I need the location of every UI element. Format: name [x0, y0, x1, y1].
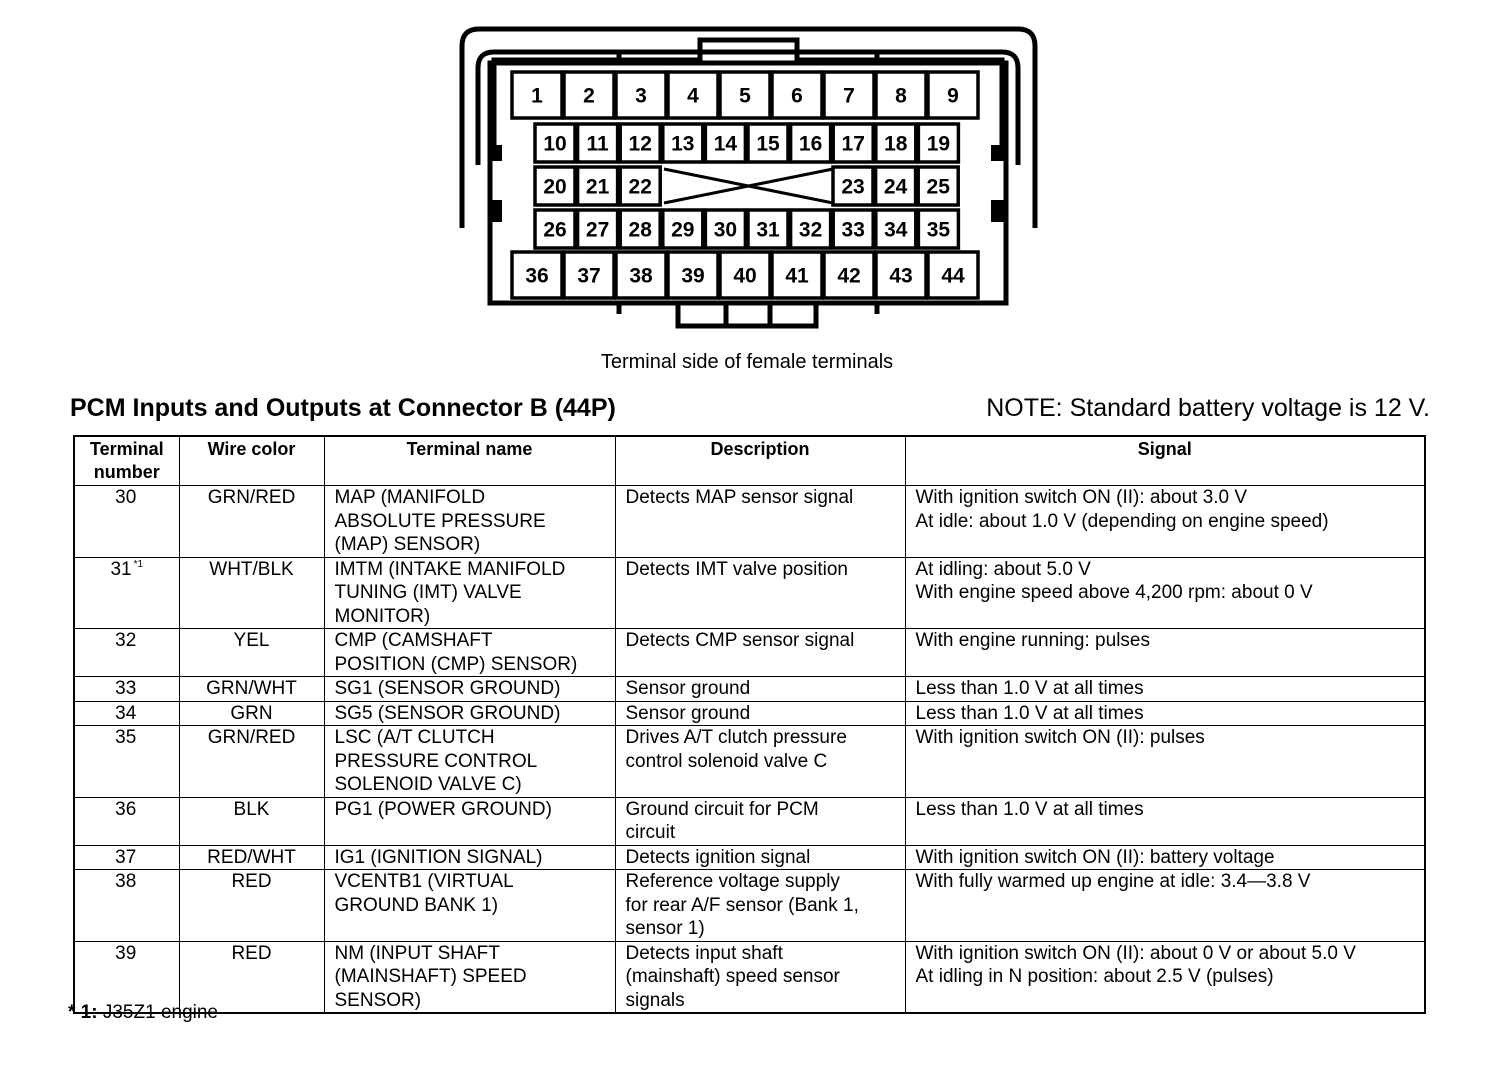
pin-label-42: 42 — [837, 264, 861, 288]
footnote — [68, 1002, 218, 1024]
description-cell: Detects CMP sensor signal — [615, 629, 905, 677]
pin-label-25: 25 — [926, 175, 950, 199]
pin-label-14: 14 — [713, 132, 738, 156]
wire-color-cell: RED — [179, 941, 324, 1013]
terminal-cell: 39 — [74, 941, 179, 1013]
pin-label-16: 16 — [798, 132, 823, 156]
terminal-name-cell: MAP (MANIFOLD ABSOLUTE PRESSURE (MAP) SENSOR) — [324, 486, 615, 558]
pin-label-38: 38 — [629, 264, 653, 288]
pcm-table — [73, 435, 1426, 1014]
table-row — [74, 629, 1425, 677]
terminal-cell: 31 $^{*1}$ — [74, 557, 179, 629]
pin-label-31: 31 — [756, 218, 780, 242]
pin-label-33: 33 — [841, 218, 865, 242]
connector-bottom-key — [678, 303, 816, 326]
description-cell: Sensor ground — [615, 677, 905, 702]
pin-label-41: 41 — [785, 264, 809, 288]
col-header-wire-color: Wire color — [179, 436, 324, 486]
table-header-row — [74, 436, 1425, 486]
table-row — [74, 870, 1425, 942]
terminal-cell: 34 — [74, 701, 179, 726]
terminal-cell: 35 — [74, 726, 179, 798]
wire-color-cell: RED/WHT — [179, 845, 324, 870]
description-cell: Detects input shaft (mainshaft) speed sensor signals — [615, 941, 905, 1013]
wire-color-cell: GRN/RED — [179, 486, 324, 558]
wire-color-cell: GRN/WHT — [179, 677, 324, 702]
pin-label-7: 7 — [843, 84, 855, 108]
pin-label-28: 28 — [628, 218, 652, 242]
description-cell: Detects IMT valve position — [615, 557, 905, 629]
terminal-name-cell: PG1 (POWER GROUND) — [324, 797, 615, 845]
pin-label-20: 20 — [543, 175, 567, 199]
col-header-terminal: Terminal number — [74, 436, 179, 486]
pin-label-12: 12 — [628, 132, 652, 156]
terminal-cell: 37 — [74, 845, 179, 870]
footnote-text: J35Z1 engine — [97, 1002, 218, 1023]
pin-label-44: 44 — [941, 264, 965, 288]
pin-label-17: 17 — [841, 132, 865, 156]
table-row — [74, 677, 1425, 702]
pin-label-19: 19 — [926, 132, 951, 156]
connector-lock-tab-left-lower — [488, 200, 502, 222]
terminal-name-cell: IG1 (IGNITION SIGNAL) — [324, 845, 615, 870]
pin-label-26: 26 — [543, 218, 567, 242]
table-row — [74, 797, 1425, 845]
pin-label-9: 9 — [947, 84, 959, 108]
signal-cell: With fully warmed up engine at idle: 3.4—3.8 V — [905, 870, 1425, 942]
terminal-cell: 33 — [74, 677, 179, 702]
page-title: PCM Inputs and Outputs at Connector B (44P) — [70, 394, 616, 422]
table-row — [74, 726, 1425, 798]
signal-cell: With ignition switch ON (II): about 0 V or about 5.0 V At idling in N position: about 2.5 V (pulses) — [905, 941, 1425, 1013]
table-row — [74, 701, 1425, 726]
pin-label-21: 21 — [585, 175, 610, 199]
signal-cell: With engine running: pulses — [905, 629, 1425, 677]
connector-lock-tab-left-upper — [488, 145, 502, 161]
pin-label-29: 29 — [671, 218, 695, 242]
terminal-name-cell: SG5 (SENSOR GROUND) — [324, 701, 615, 726]
description-cell: Ground circuit for PCM circuit — [615, 797, 905, 845]
wire-color-cell: BLK — [179, 797, 324, 845]
footnote-marker: * 1: — [68, 1002, 98, 1023]
terminal-name-cell: SG1 (SENSOR GROUND) — [324, 677, 615, 702]
voltage-note: NOTE: Standard battery voltage is 12 V. — [986, 394, 1430, 422]
terminal-name-cell: CMP (CAMSHAFT POSITION (CMP) SENSOR) — [324, 629, 615, 677]
pin-label-35: 35 — [926, 218, 951, 242]
description-cell: Detects ignition signal — [615, 845, 905, 870]
pin-label-37: 37 — [577, 264, 601, 288]
terminal-cell: 36 — [74, 797, 179, 845]
pin-label-4: 4 — [687, 84, 699, 108]
pin-label-39: 39 — [681, 264, 705, 288]
connector-lock-tab-right-upper — [991, 145, 1005, 161]
table-row — [74, 557, 1425, 629]
pin-label-3: 3 — [635, 84, 647, 108]
description-cell: Reference voltage supply for rear A/F sensor (Bank 1, sensor 1) — [615, 870, 905, 942]
table-row — [74, 845, 1425, 870]
pin-label-8: 8 — [895, 84, 907, 108]
blank-pin-area — [664, 169, 833, 203]
description-cell: Drives A/T clutch pressure control solenoid valve C — [615, 726, 905, 798]
signal-cell: With ignition switch ON (II): pulses — [905, 726, 1425, 798]
pin-label-15: 15 — [756, 132, 780, 156]
pin-label-13: 13 — [671, 132, 695, 156]
pin-label-18: 18 — [884, 132, 908, 156]
signal-cell: Less than 1.0 V at all times — [905, 701, 1425, 726]
terminal-name-cell: IMTM (INTAKE MANIFOLD TUNING (IMT) VALVE MONITOR) — [324, 557, 615, 629]
wire-color-cell: GRN/RED — [179, 726, 324, 798]
pin-label-6: 6 — [791, 84, 803, 108]
connector-diagram — [0, 0, 1504, 345]
wire-color-cell: YEL — [179, 629, 324, 677]
signal-cell: Less than 1.0 V at all times — [905, 797, 1425, 845]
pin-label-43: 43 — [889, 264, 913, 288]
pin-label-36: 36 — [525, 264, 549, 288]
pin-label-2: 2 — [583, 84, 595, 108]
pin-label-11: 11 — [586, 132, 609, 156]
wire-color-cell: WHT/BLK — [179, 557, 324, 629]
col-header-terminal-name: Terminal name — [324, 436, 615, 486]
pin-label-5: 5 — [739, 84, 751, 108]
pin-label-30: 30 — [713, 218, 738, 242]
pin-label-23: 23 — [841, 175, 865, 199]
pin-label-34: 34 — [884, 218, 908, 242]
signal-cell: At idling: about 5.0 V With engine speed above 4,200 rpm: about 0 V — [905, 557, 1425, 629]
pin-label-24: 24 — [883, 175, 908, 199]
table-row — [74, 941, 1425, 1013]
connector-lock-tab-right-lower — [991, 200, 1005, 222]
terminal-cell: 38 — [74, 870, 179, 942]
pin-label-40: 40 — [733, 264, 757, 288]
description-cell: Detects MAP sensor signal — [615, 486, 905, 558]
signal-cell: With ignition switch ON (II): battery voltage — [905, 845, 1425, 870]
pin-label-32: 32 — [798, 218, 823, 242]
terminal-name-cell: NM (INPUT SHAFT (MAINSHAFT) SPEED SENSOR) — [324, 941, 615, 1013]
terminal-cell: 30 — [74, 486, 179, 558]
wire-color-cell: GRN — [179, 701, 324, 726]
terminal-cell: 32 — [74, 629, 179, 677]
pin-label-10: 10 — [543, 132, 567, 156]
col-header-description: Description — [615, 436, 905, 486]
description-cell: Sensor ground — [615, 701, 905, 726]
signal-cell: Less than 1.0 V at all times — [905, 677, 1425, 702]
terminal-name-cell: LSC (A/T CLUTCH PRESSURE CONTROL SOLENOID VALVE C) — [324, 726, 615, 798]
table-row — [74, 486, 1425, 558]
signal-cell: With ignition switch ON (II): about 3.0 V At idle: about 1.0 V (depending on engine speed) — [905, 486, 1425, 558]
pin-label-1: 1 — [531, 84, 543, 108]
connector-caption: Terminal side of female terminals — [600, 351, 894, 373]
terminal-name-cell: VCENTB1 (VIRTUAL GROUND BANK 1) — [324, 870, 615, 942]
pin-label-22: 22 — [628, 175, 652, 199]
wire-color-cell: RED — [179, 870, 324, 942]
pin-label-27: 27 — [585, 218, 610, 242]
col-header-signal: Signal — [905, 436, 1425, 486]
